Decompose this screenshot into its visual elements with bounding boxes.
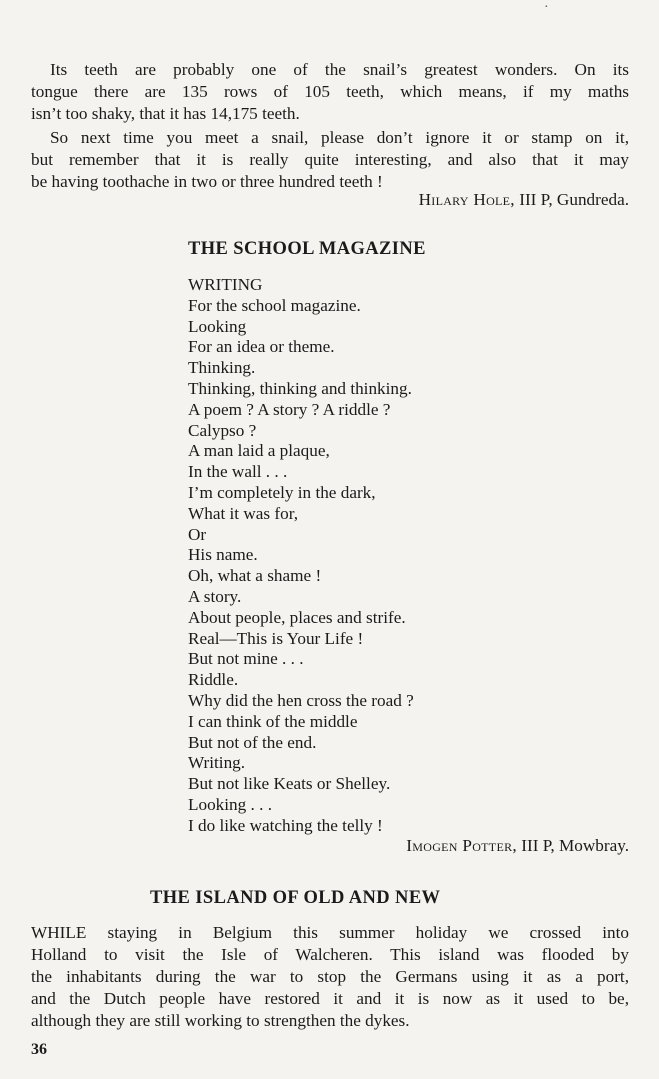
poem-title: THE SCHOOL MAGAZINE (188, 239, 426, 259)
poem-line: Or (188, 524, 207, 544)
poem-line: Oh, what a shame ! (188, 566, 322, 586)
island-paragraph (31, 922, 629, 1032)
text-line: Holland to visit the Isle of Walcheren. This island was flooded by (31, 945, 629, 964)
text-line: be having toothache in two or three hundred teeth ! (31, 172, 383, 191)
text-line: the inhabitants during the war to stop the Germans using it as a port, (31, 967, 629, 986)
poem-line: A story. (188, 586, 242, 606)
poem-line: I’m completely in the dark, (188, 482, 376, 502)
text-line: although they are still working to strengthen the dykes. (31, 1011, 410, 1030)
author-form-house: III P, Mowbray. (516, 836, 629, 855)
poem-line: Calypso ? (188, 420, 257, 440)
poem-line: Thinking. (188, 358, 256, 378)
snail-paragraph-1 (31, 59, 629, 125)
poem-line: Looking (188, 316, 247, 336)
text-line: tongue there are 135 rows of 105 teeth, which means, if my maths (31, 82, 629, 101)
author-name: Hilary Hole, (418, 190, 515, 209)
poem-line: But not mine . . . (188, 649, 304, 669)
author-name: Imogen Potter, (406, 836, 517, 855)
snail-author-signature (419, 189, 629, 211)
corner-mark: · (544, 0, 549, 15)
poem-line: A man laid a plaque, (188, 441, 330, 461)
text-line: So next time you meet a snail, please don’t ignore it or stamp on it, (50, 128, 629, 147)
poem-line: What it was for, (188, 503, 299, 523)
author-form-house: III P, Gundreda. (514, 190, 629, 209)
text-line: Its teeth are probably one of the snail’s greatest wonders. On its (50, 60, 629, 79)
snail-paragraph-2 (31, 127, 629, 193)
poem-line: Looking . . . (188, 794, 273, 814)
poem-line: His name. (188, 545, 258, 565)
poem-line: WRITING (188, 275, 263, 294)
poem-line: For an idea or theme. (188, 337, 335, 357)
poem-line: A poem ? A story ? A riddle ? (188, 399, 391, 419)
text-line: isn’t too shaky, that it has 14,175 teeth. (31, 104, 300, 123)
poem-line: I do like watching the telly ! (188, 815, 383, 835)
text-line: and the Dutch people have restored it and it is now as it used to be, (31, 989, 629, 1008)
article-title: THE ISLAND OF OLD AND NEW (150, 888, 441, 908)
poem-line: Thinking, thinking and thinking. (188, 378, 412, 398)
poem-line: About people, places and strife. (188, 607, 406, 627)
poem-line: Why did the hen cross the road ? (188, 690, 414, 710)
poem-author-signature (406, 835, 629, 857)
poem-lines (188, 275, 414, 837)
text-line: but remember that it is really quite interesting, and also that it may (31, 150, 629, 169)
poem-line: Real—This is Your Life ! (188, 628, 364, 648)
poem-line: But not of the end. (188, 732, 317, 752)
text-line: WHILE staying in Belgium this summer holiday we crossed into (31, 923, 629, 942)
poem-line: I can think of the middle (188, 711, 358, 731)
poem-line: Riddle. (188, 670, 239, 690)
poem-line: In the wall . . . (188, 462, 288, 482)
poem-line: For the school magazine. (188, 295, 361, 315)
poem-line: Writing. (188, 753, 246, 773)
page-number: 36 (31, 1041, 47, 1058)
poem-line: But not like Keats or Shelley. (188, 774, 391, 794)
